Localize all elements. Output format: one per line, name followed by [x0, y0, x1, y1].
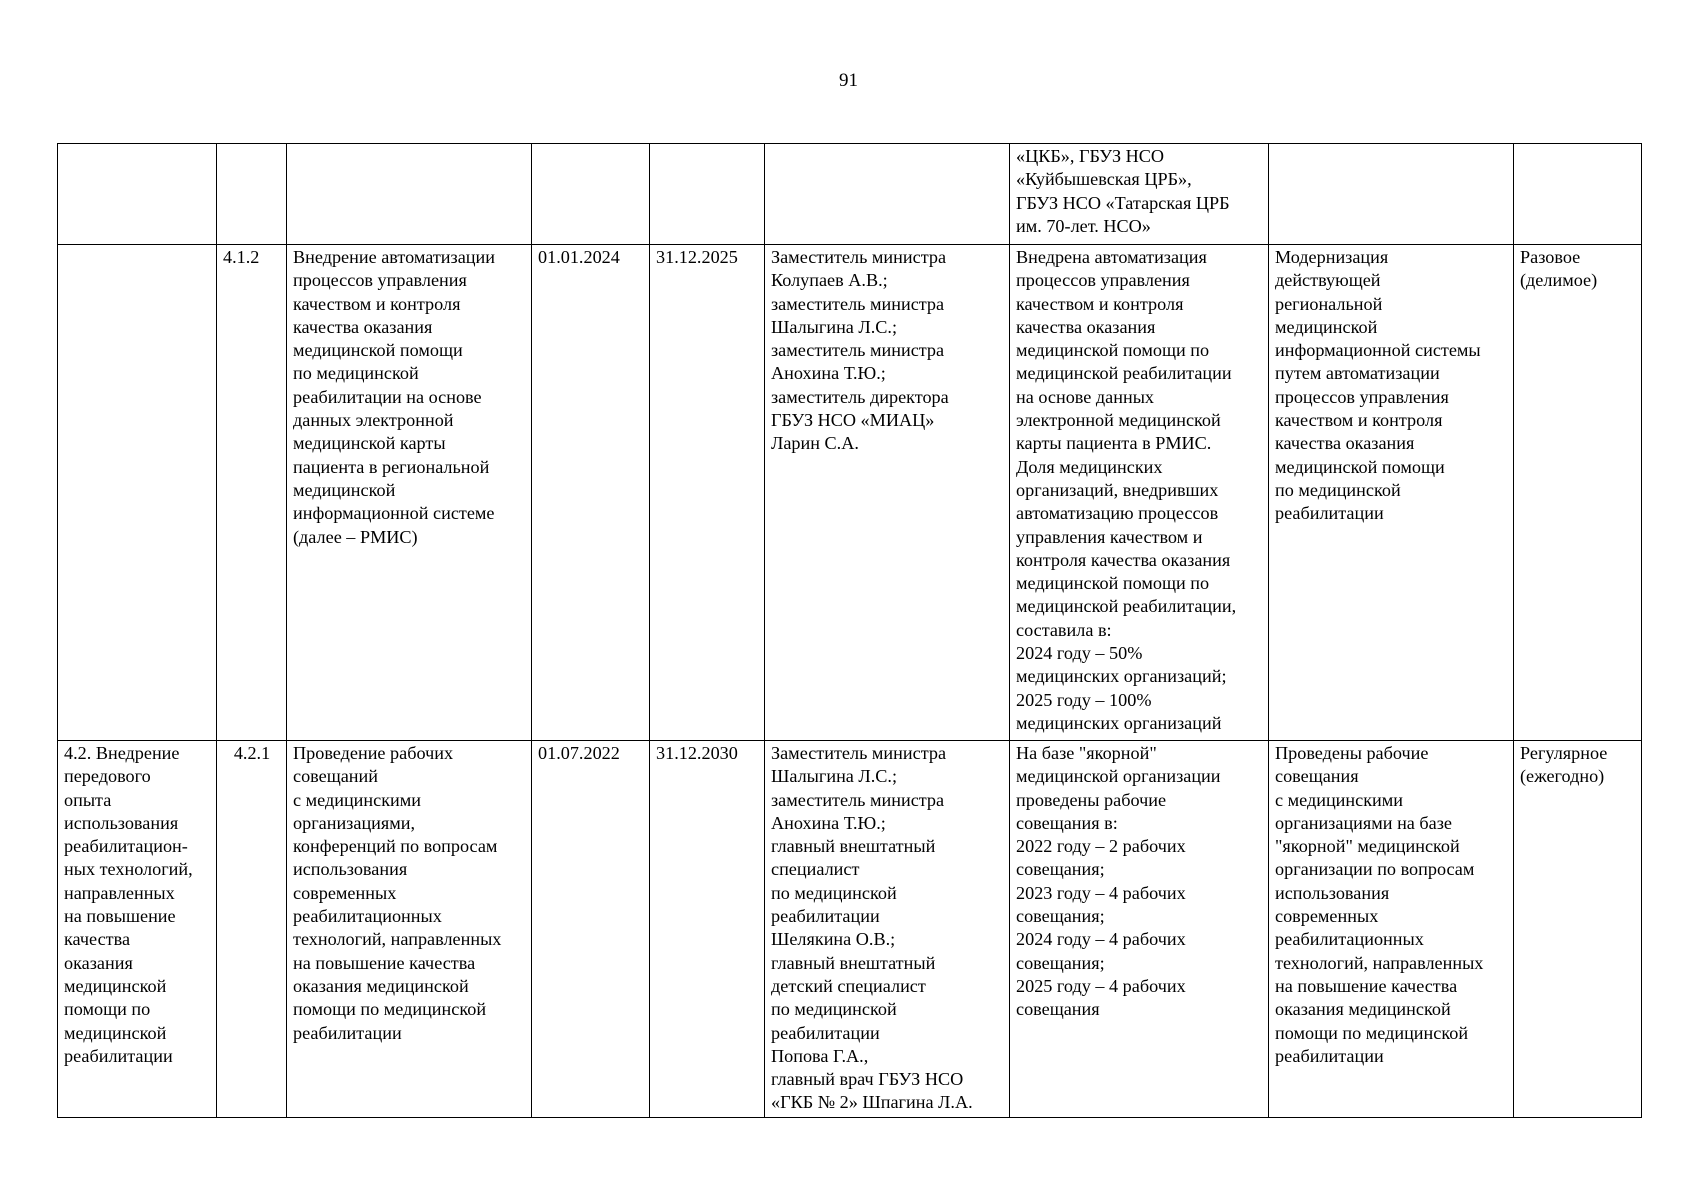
table-row	[58, 741, 1642, 1118]
responsible-cell: Заместитель министра Колупаев А.В.; заместитель министра Шалыгина Л.С.; заместитель министра Анохина Т.Ю.; заместитель директора ГБУЗ НСО «МИАЦ» Ларин С.А.	[765, 245, 1010, 741]
section-cell	[58, 245, 217, 741]
type-cell: Разовое (делимое)	[1514, 245, 1642, 741]
page-number: 91	[839, 70, 858, 91]
type-cell	[1514, 144, 1642, 245]
number-cell	[217, 144, 287, 245]
plan-table	[57, 143, 1642, 1118]
responsible-cell	[765, 144, 1010, 245]
end-date-cell: 31.12.2025	[650, 245, 765, 741]
table-row	[58, 245, 1642, 741]
number-cell: 4.1.2	[217, 245, 287, 741]
table-row	[58, 144, 1642, 245]
result-cell: Внедрена автоматизация процессов управления качеством и контроля качества оказания медицинской помощи по медицинской реабилитации на основе данных электронной медицинской карты пациента в РМИС. Доля медицинских организаций, внедривших автоматизацию процессов управления качеством и контроля качества оказания медицинской помощи по медицинской реабилитации, составила в: 2024 году – 50% медицинских организаций; 2025 году – 100% медицинских организаций	[1010, 245, 1269, 741]
description-cell	[1269, 144, 1514, 245]
start-date-cell: 01.07.2022	[532, 741, 650, 1118]
result-cell: «ЦКБ», ГБУЗ НСО «Куйбышевская ЦРБ», ГБУЗ НСО «Татарская ЦРБ им. 70-лет. НСО»	[1010, 144, 1269, 245]
measure-cell: Проведение рабочих совещаний с медицинскими организациями, конференций по вопросам использования современных реабилитационных технологий, направленных на повышение качества оказания медицинской помощи по медицинской реабилитации	[287, 741, 532, 1118]
measure-cell: Внедрение автоматизации процессов управления качеством и контроля качества оказания медицинской помощи по медицинской реабилитации на основе данных электронной медицинской карты пациента в региональной медицинской информационной системе (далее – РМИС)	[287, 245, 532, 741]
measure-cell	[287, 144, 532, 245]
type-cell: Регулярное (ежегодно)	[1514, 741, 1642, 1118]
section-cell	[58, 144, 217, 245]
description-cell: Проведены рабочие совещания с медицинскими организациями на базе "якорной" медицинской организации по вопросам использования современных реабилитационных технологий, направленных на повышение качества оказания медицинской помощи по медицинской реабилитации	[1269, 741, 1514, 1118]
end-date-cell	[650, 144, 765, 245]
responsible-cell: Заместитель министра Шалыгина Л.С.; заместитель министра Анохина Т.Ю.; главный внештатный специалист по медицинской реабилитации Шелякина О.В.; главный внештатный детский специалист по медицинской реабилитации Попова Г.А., главный врач ГБУЗ НСО «ГКБ № 2» Шпагина Л.А.	[765, 741, 1010, 1118]
result-cell: На базе "якорной" медицинской организации проведены рабочие совещания в: 2022 году – 2 рабочих совещания; 2023 году – 4 рабочих совещания; 2024 году – 4 рабочих совещания; 2025 году – 4 рабочих совещания	[1010, 741, 1269, 1118]
start-date-cell	[532, 144, 650, 245]
section-cell: 4.2. Внедрение передового опыта использования реабилитацион- ных технологий, направленных на повышение качества оказания медицинской помощи по медицинской реабилитации	[58, 741, 217, 1118]
end-date-cell: 31.12.2030	[650, 741, 765, 1118]
start-date-cell: 01.01.2024	[532, 245, 650, 741]
number-cell: 4.2.1	[217, 741, 287, 1118]
description-cell: Модернизация действующей региональной медицинской информационной системы путем автоматизации процессов управления качеством и контроля качества оказания медицинской помощи по медицинской реабилитации	[1269, 245, 1514, 741]
